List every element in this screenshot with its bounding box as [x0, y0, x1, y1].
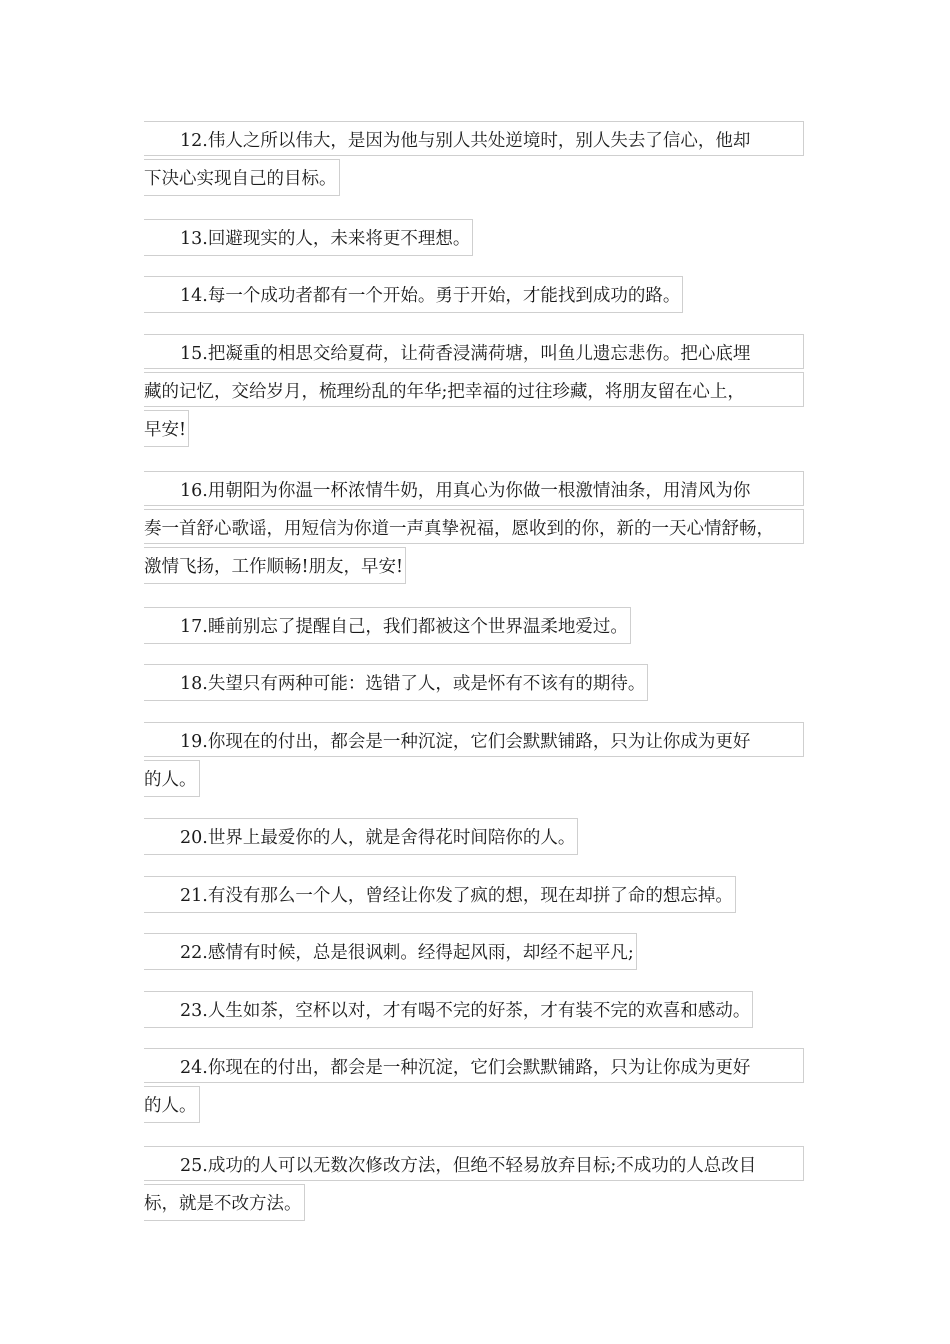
paragraph-line: [144, 1048, 806, 1086]
paragraph-line: [144, 1086, 806, 1124]
paragraph-line: [144, 547, 806, 585]
paragraph-line: [144, 471, 806, 509]
paragraph-line: [144, 372, 806, 410]
line-text: 18.失望只有两种可能：选错了人，或是怀有不该有的期待。: [144, 664, 648, 701]
paragraph-line: [144, 276, 806, 314]
paragraph-13: [144, 219, 806, 257]
paragraph-line: [144, 121, 806, 159]
line-text: 的人。: [144, 760, 200, 797]
paragraph-19: [144, 722, 806, 798]
line-text: 藏的记忆，交给岁月，梳理纷乱的年华;把幸福的过往珍藏，将朋友留在心上，: [144, 372, 804, 407]
paragraph-21: [144, 876, 806, 914]
paragraph-line: [144, 876, 806, 914]
paragraph-line: [144, 991, 806, 1029]
line-text: 下决心实现自己的目标。: [144, 159, 340, 196]
paragraph-15: [144, 334, 806, 448]
line-text: 早安!: [144, 410, 189, 447]
paragraph-25: [144, 1146, 806, 1222]
paragraph-24: [144, 1048, 806, 1124]
paragraph-12: [144, 121, 806, 197]
paragraph-22: [144, 933, 806, 971]
line-text: 12.伟人之所以伟大，是因为他与别人共处逆境时，别人失去了信心，他却: [144, 121, 804, 156]
paragraph-line: [144, 607, 806, 645]
paragraph-20: [144, 818, 806, 856]
line-text: 激情飞扬，工作顺畅!朋友，早安!: [144, 547, 406, 584]
line-text: 19.你现在的付出，都会是一种沉淀，它们会默默铺路，只为让你成为更好: [144, 722, 804, 757]
line-text: 的人。: [144, 1086, 200, 1123]
paragraph-line: [144, 334, 806, 372]
paragraph-17: [144, 607, 806, 645]
line-text: 16.用朝阳为你温一杯浓情牛奶，用真心为你做一根激情油条，用清风为你: [144, 471, 804, 506]
paragraph-16: [144, 471, 806, 585]
line-text: 23.人生如茶，空杯以对，才有喝不完的好茶，才有装不完的欢喜和感动。: [144, 991, 753, 1028]
paragraph-line: [144, 722, 806, 760]
line-text: 24.你现在的付出，都会是一种沉淀，它们会默默铺路，只为让你成为更好: [144, 1048, 804, 1083]
paragraph-line: [144, 159, 806, 197]
line-text: 15.把凝重的相思交给夏荷，让荷香浸满荷塘，叫鱼儿遗忘悲伤。把心底埋: [144, 334, 804, 369]
paragraph-line: [144, 410, 806, 448]
paragraph-line: [144, 818, 806, 856]
paragraph-line: [144, 760, 806, 798]
paragraph-23: [144, 991, 806, 1029]
line-text: 13.回避现实的人，未来将更不理想。: [144, 219, 473, 256]
line-text: 17.睡前别忘了提醒自己，我们都被这个世界温柔地爱过。: [144, 607, 631, 644]
paragraph-line: [144, 509, 806, 547]
line-text: 21.有没有那么一个人，曾经让你发了疯的想，现在却拼了命的想忘掉。: [144, 876, 736, 913]
line-text: 25.成功的人可以无数次修改方法，但绝不轻易放弃目标;不成功的人总改目: [144, 1146, 804, 1181]
line-text: 标，就是不改方法。: [144, 1184, 305, 1221]
line-text: 20.世界上最爱你的人，就是舍得花时间陪你的人。: [144, 818, 578, 855]
paragraph-line: [144, 933, 806, 971]
line-text: 14.每一个成功者都有一个开始。勇于开始，才能找到成功的路。: [144, 276, 683, 313]
paragraph-line: [144, 1146, 806, 1184]
paragraph-14: [144, 276, 806, 314]
paragraph-line: [144, 664, 806, 702]
paragraph-18: [144, 664, 806, 702]
line-text: 奏一首舒心歌谣，用短信为你道一声真挚祝福，愿收到的你，新的一天心情舒畅，: [144, 509, 804, 544]
paragraph-line: [144, 1184, 806, 1222]
paragraph-line: [144, 219, 806, 257]
line-text: 22.感情有时候，总是很讽刺。经得起风雨，却经不起平凡;: [144, 933, 637, 970]
